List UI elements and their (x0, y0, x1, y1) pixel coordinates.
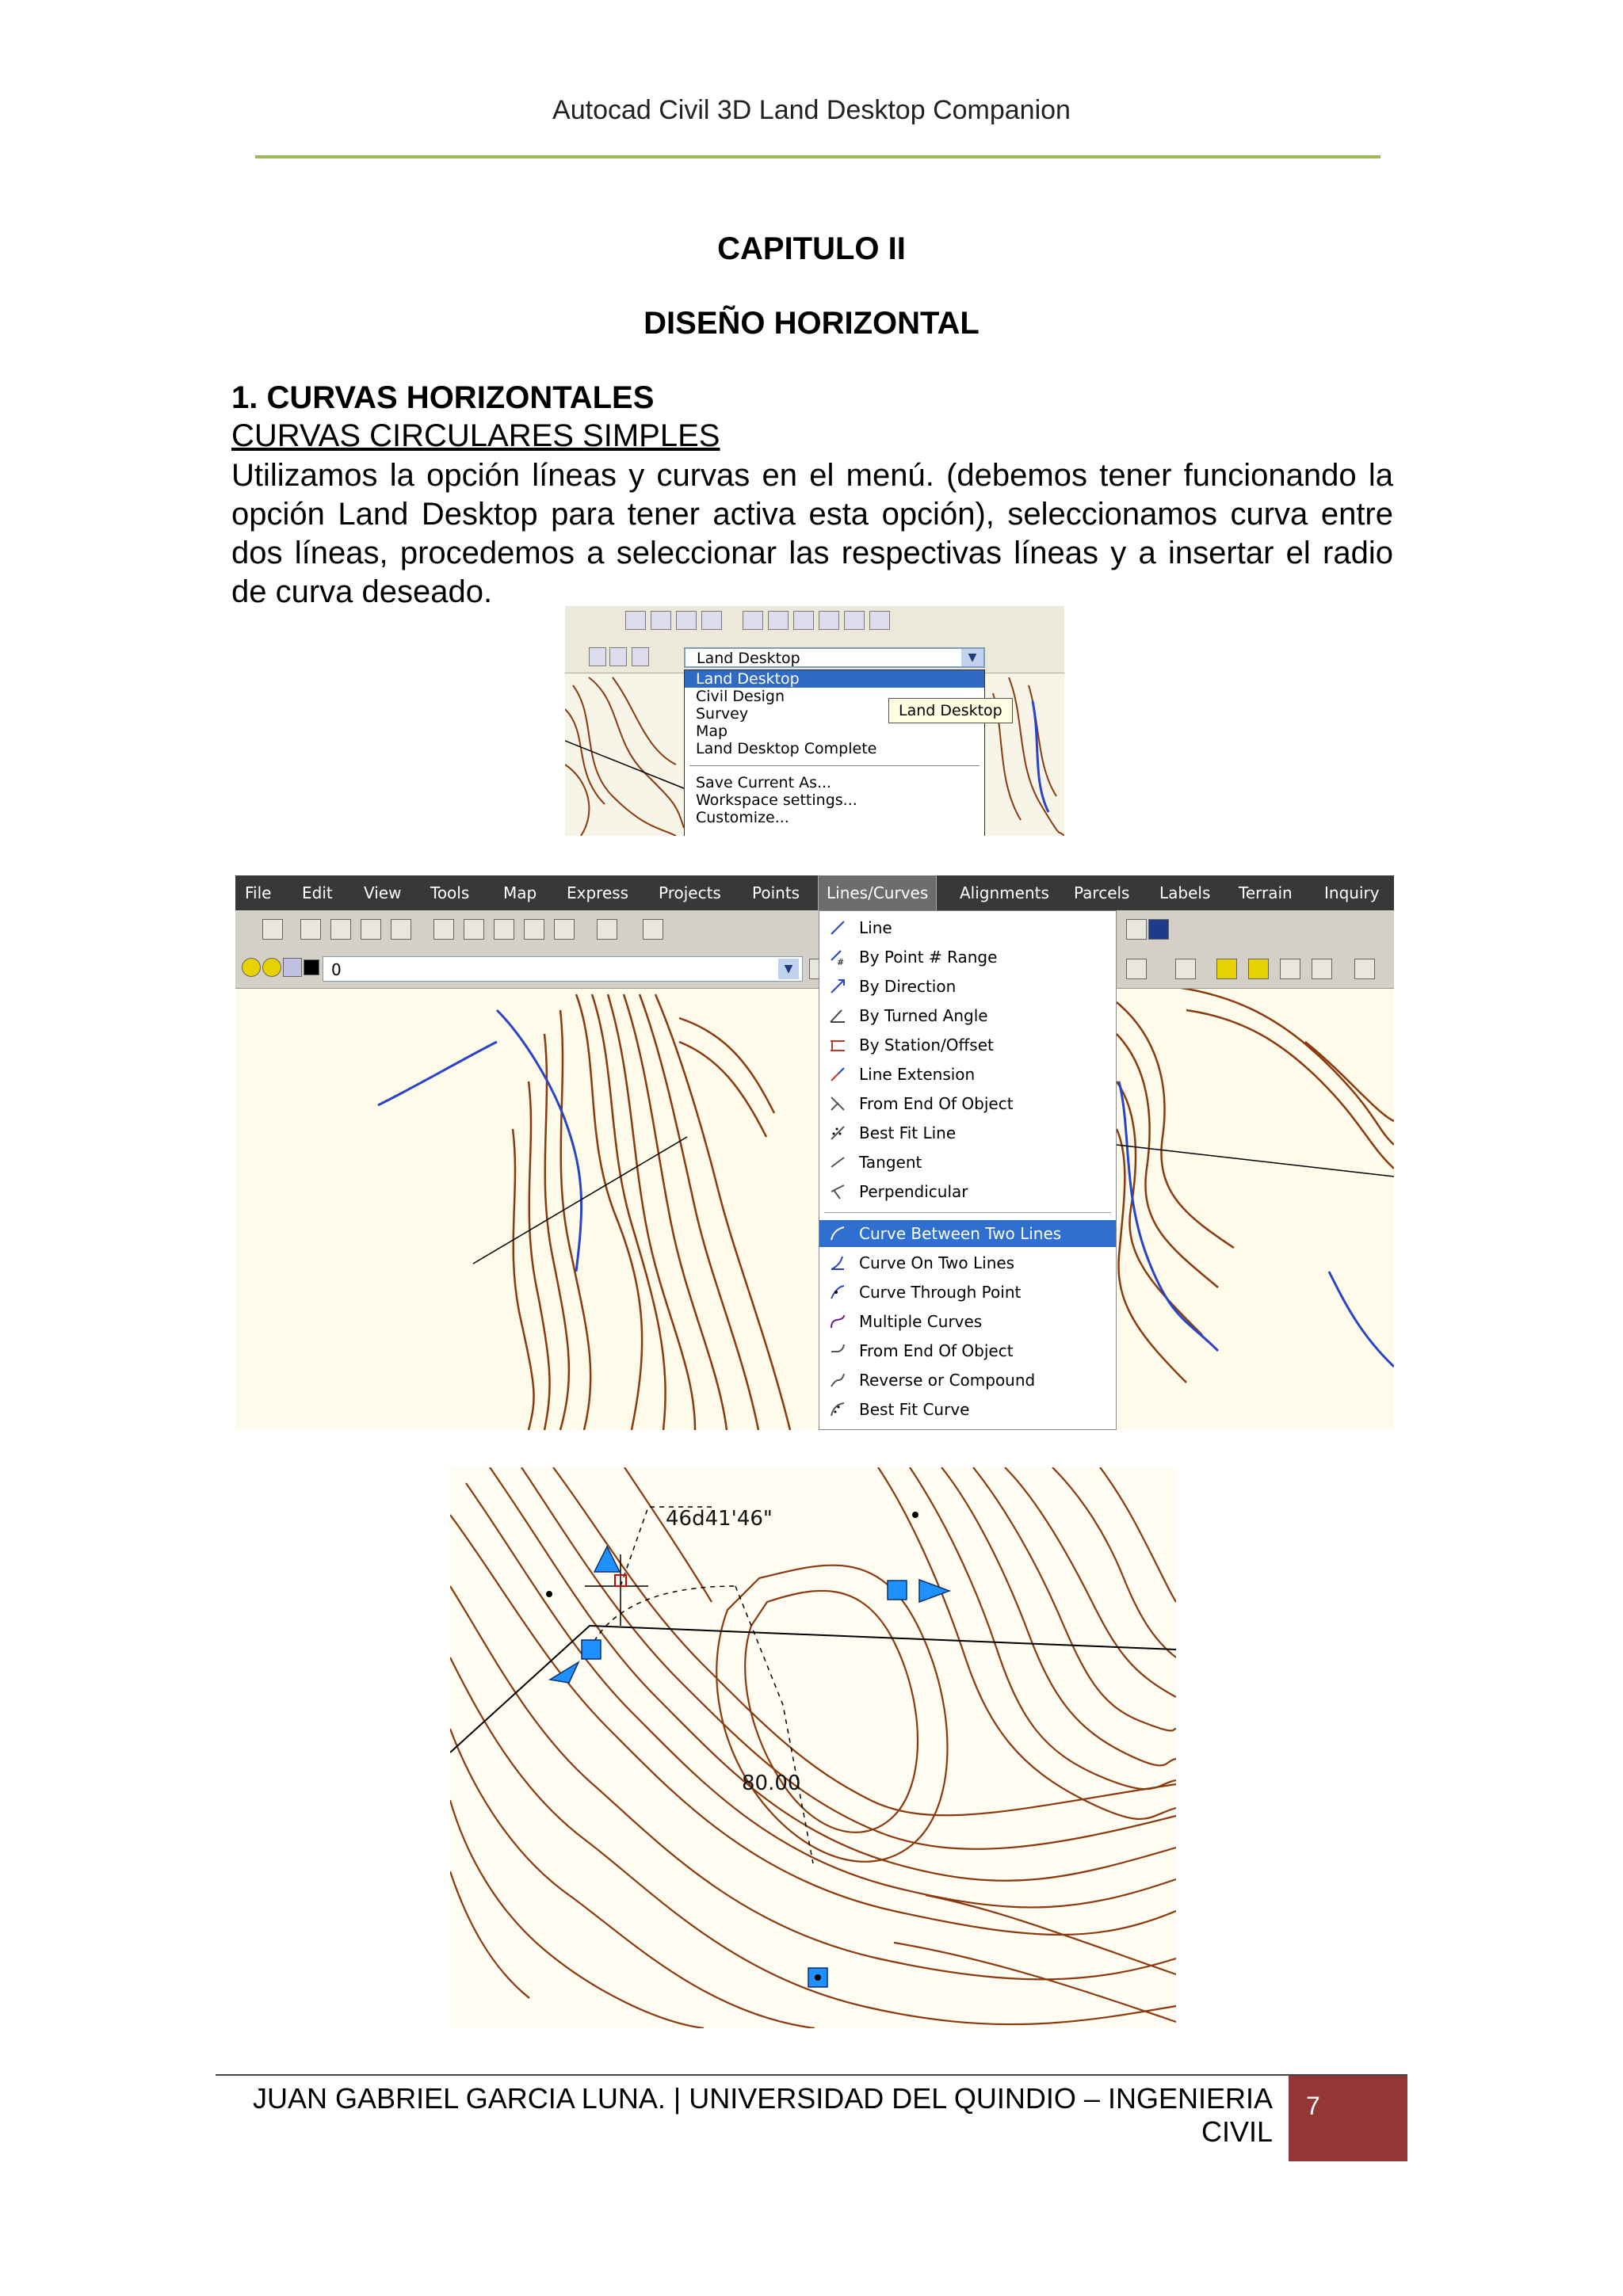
turned-angle-icon (829, 1007, 846, 1024)
block-icon[interactable] (554, 919, 575, 940)
menu-item-by-direction[interactable]: By Direction (819, 973, 1116, 1000)
workspace-dropdown-list (684, 669, 985, 836)
workspace-option[interactable]: Map (696, 723, 728, 740)
menu-item-line-extension[interactable]: Line Extension (819, 1061, 1116, 1088)
contour-map (450, 1467, 1176, 2028)
design-center-icon[interactable] (768, 611, 789, 630)
layer-select[interactable]: 0 ▼ (323, 956, 803, 982)
workspace-option[interactable]: Land Desktop (685, 670, 984, 688)
menu-edit[interactable]: Edit (302, 883, 333, 902)
menu-item-reverse-or-compound[interactable]: Reverse or Compound (819, 1367, 1116, 1394)
layer-match-icon[interactable] (1312, 959, 1332, 979)
tool-palettes-icon[interactable] (793, 611, 814, 630)
zoom-previous-icon[interactable] (701, 611, 722, 630)
tangent-icon (829, 1154, 846, 1171)
zoom-window-icon[interactable] (676, 611, 697, 630)
menu-divider (689, 765, 980, 766)
menu-item-multiple-curves[interactable]: Multiple Curves (819, 1308, 1116, 1335)
chevron-down-icon[interactable]: ▼ (961, 649, 983, 666)
layer-freeze-icon[interactable] (262, 958, 281, 977)
workspace-option[interactable]: Survey (696, 705, 749, 723)
workspace-select[interactable]: Land Desktop ▼ (684, 647, 985, 668)
workspace-option[interactable]: Civil Design (696, 688, 785, 705)
markup-icon[interactable] (844, 611, 865, 630)
workspace-screenshot (565, 606, 1064, 836)
menu-lines-curves[interactable]: Lines/Curves (819, 875, 936, 910)
sheet-icon[interactable] (1126, 919, 1147, 940)
menu-map[interactable]: Map (503, 883, 537, 902)
save-icon[interactable] (262, 919, 283, 940)
menu-item-best-fit-curve[interactable]: Best Fit Curve (819, 1396, 1116, 1423)
curve-drawing-screenshot (450, 1467, 1176, 2028)
workspace-command[interactable]: Customize... (696, 809, 789, 826)
layer-isolate-icon[interactable] (1248, 959, 1269, 979)
workspace-command[interactable]: Workspace settings... (696, 791, 857, 809)
layer-states-icon[interactable] (1216, 959, 1237, 979)
menu-item-curve-from-end-of-object[interactable]: From End Of Object (819, 1337, 1116, 1364)
body-paragraph: Utilizamos la opción líneas y curvas en el menú. (debemos tener funcionando la opción Land Desktop para tener activa esta opción), seleccionamos curva entre dos líneas, procedemos a seleccionar las respectivas líneas y a insertar el radio de curva deseado. (231, 458, 1393, 609)
workspace-option[interactable]: Land Desktop Complete (696, 740, 877, 757)
running-header: Autocad Civil 3D Land Desktop Companion (552, 95, 1071, 125)
menu-inquiry[interactable]: Inquiry (1324, 883, 1380, 902)
menu-item-line[interactable]: Line (819, 914, 1116, 941)
footer-author: JUAN GABRIEL GARCIA LUNA. | UNIVERSIDAD DEL QUINDIO – INGENIERIA CIVIL (253, 2082, 1273, 2148)
curve-through-point-icon (829, 1283, 846, 1301)
menu-divider (824, 1212, 1111, 1213)
reverse-compound-icon (829, 1371, 846, 1389)
direction-icon (829, 978, 846, 995)
publish-icon[interactable] (391, 919, 411, 940)
menu-item-curve-through-point[interactable]: Curve Through Point (819, 1279, 1116, 1306)
properties-icon[interactable] (1175, 959, 1196, 979)
header-rule (255, 155, 1381, 158)
help-icon[interactable] (1148, 919, 1169, 940)
chapter-title: DISEÑO HORIZONTAL (643, 306, 980, 341)
menu-view[interactable]: View (364, 883, 402, 902)
layer-lock-icon[interactable] (283, 958, 302, 977)
menu-file[interactable]: File (245, 883, 272, 902)
station-offset-icon (829, 1036, 846, 1054)
best-fit-curve-icon (829, 1401, 846, 1418)
line-icon (829, 919, 846, 936)
match-properties-icon[interactable] (524, 919, 544, 940)
layer-prev-icon[interactable] (632, 647, 649, 666)
section-title: 1. CURVAS HORIZONTALES (231, 380, 655, 415)
menu-parcels[interactable]: Parcels (1074, 883, 1130, 902)
workspace-tooltip: Land Desktop (888, 698, 1013, 723)
footer-rule (216, 2074, 1407, 2076)
plot-style-icon[interactable] (1126, 959, 1147, 979)
end-of-object-icon (829, 1095, 846, 1112)
best-fit-line-icon (829, 1124, 846, 1142)
pan-icon[interactable] (625, 611, 646, 630)
menu-item-by-station-offset[interactable]: By Station/Offset (819, 1032, 1116, 1058)
lines-curves-dropdown (819, 910, 1117, 1430)
redo-icon[interactable] (643, 919, 663, 940)
menu-bar (235, 875, 1394, 910)
menu-terrain[interactable]: Terrain (1239, 883, 1293, 902)
standard-toolbar (235, 910, 1394, 951)
cut-icon[interactable] (433, 919, 454, 940)
menu-alignments[interactable]: Alignments (960, 883, 1049, 902)
menu-item-curve-on-two-lines[interactable]: Curve On Two Lines (819, 1249, 1116, 1276)
menu-item-by-turned-angle[interactable]: By Turned Angle (819, 1002, 1116, 1029)
menu-points[interactable]: Points (752, 883, 800, 902)
page-number: 7 (1306, 2092, 1320, 2120)
svg-text:#: # (837, 957, 845, 966)
standard-toolbar (565, 606, 1064, 643)
layer-merge-icon[interactable] (1354, 959, 1375, 979)
curve-between-lines-icon (829, 1225, 846, 1242)
layer-on-icon[interactable] (242, 958, 261, 977)
print-icon[interactable] (300, 919, 321, 940)
paste-icon[interactable] (494, 919, 514, 940)
menu-item-by-point-range[interactable]: # By Point # Range (819, 944, 1116, 971)
workspace-command[interactable]: Save Current As... (696, 774, 832, 791)
menu-labels[interactable]: Labels (1159, 883, 1211, 902)
radius-label: 80.00 (742, 1772, 801, 1795)
menu-tools[interactable]: Tools (430, 883, 470, 902)
menu-item-from-end-of-object[interactable]: From End Of Object (819, 1090, 1116, 1117)
layer-color-icon[interactable] (304, 959, 319, 975)
layer-state-icon[interactable] (609, 647, 627, 666)
chapter-number: CAPITULO II (717, 231, 906, 266)
zoom-icon[interactable] (651, 611, 671, 630)
menu-item-perpendicular[interactable]: Perpendicular (819, 1178, 1116, 1205)
lines-curves-screenshot (235, 875, 1394, 1430)
menu-item-curve-between-two-lines[interactable]: Curve Between Two Lines (819, 1220, 1116, 1247)
layer-icon[interactable] (589, 647, 606, 666)
copy-icon[interactable] (464, 919, 484, 940)
line-extension-icon (829, 1066, 846, 1083)
point-range-icon (829, 948, 846, 966)
chevron-down-icon[interactable]: ▼ (778, 959, 799, 979)
curve-end-of-object-icon (829, 1342, 846, 1360)
layers-toolbar (235, 950, 1394, 989)
menu-item-best-fit-line[interactable]: Best Fit Line (819, 1119, 1116, 1146)
undo-icon[interactable] (597, 919, 617, 940)
angle-label: 46d41'46" (666, 1507, 773, 1531)
properties-icon[interactable] (743, 611, 763, 630)
layer-walk-icon[interactable] (1280, 959, 1300, 979)
menu-express[interactable]: Express (567, 883, 629, 902)
plot-icon[interactable] (361, 919, 381, 940)
section-subtitle: CURVAS CIRCULARES SIMPLES (231, 418, 720, 453)
multiple-curves-icon (829, 1313, 846, 1330)
menu-projects[interactable]: Projects (659, 883, 721, 902)
calculator-icon[interactable] (869, 611, 890, 630)
preview-icon[interactable] (330, 919, 351, 940)
perpendicular-icon (829, 1183, 846, 1200)
menu-item-tangent[interactable]: Tangent (819, 1149, 1116, 1176)
curve-on-lines-icon (829, 1254, 846, 1272)
sheet-set-icon[interactable] (819, 611, 839, 630)
